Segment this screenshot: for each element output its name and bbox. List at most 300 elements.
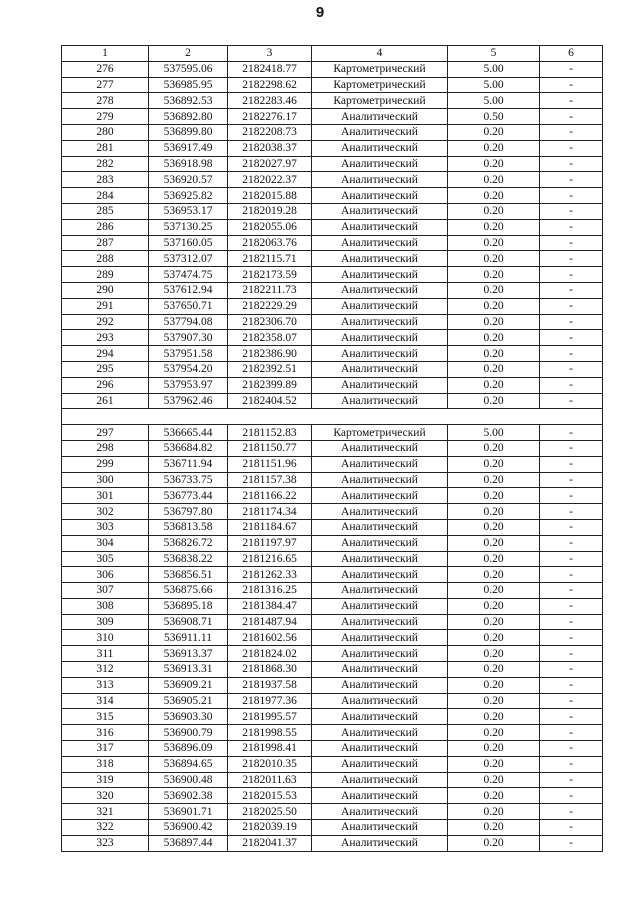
method-cell: Аналитический <box>312 583 448 599</box>
y-coordinate-cell: 2181487.94 <box>228 614 312 630</box>
accuracy-cell: 0.20 <box>448 535 540 551</box>
point-number-cell: 296 <box>62 377 149 393</box>
table-row <box>62 741 603 757</box>
note-cell: - <box>540 330 603 346</box>
accuracy-cell: 0.20 <box>448 251 540 267</box>
accuracy-cell: 0.20 <box>448 472 540 488</box>
note-cell: - <box>540 456 603 472</box>
y-coordinate-cell: 2182211.73 <box>228 282 312 298</box>
y-coordinate-cell: 2181998.55 <box>228 725 312 741</box>
accuracy-cell: 0.20 <box>448 725 540 741</box>
point-number-cell: 311 <box>62 646 149 662</box>
note-cell: - <box>540 567 603 583</box>
separator-cell <box>62 409 603 425</box>
method-cell: Аналитический <box>312 646 448 662</box>
table-row <box>62 235 603 251</box>
y-coordinate-cell: 2182399.89 <box>228 377 312 393</box>
accuracy-cell: 0.20 <box>448 646 540 662</box>
note-cell: - <box>540 377 603 393</box>
y-coordinate-cell: 2182418.77 <box>228 61 312 77</box>
x-coordinate-cell: 536905.21 <box>149 693 228 709</box>
header-col-2: 2 <box>149 46 228 62</box>
point-number-cell: 304 <box>62 535 149 551</box>
y-coordinate-cell: 2181262.33 <box>228 567 312 583</box>
method-cell: Аналитический <box>312 677 448 693</box>
x-coordinate-cell: 536797.80 <box>149 504 228 520</box>
x-coordinate-cell: 536918.98 <box>149 156 228 172</box>
method-cell: Аналитический <box>312 203 448 219</box>
y-coordinate-cell: 2182015.88 <box>228 188 312 204</box>
y-coordinate-cell: 2182392.51 <box>228 361 312 377</box>
point-number-cell: 303 <box>62 519 149 535</box>
x-coordinate-cell: 536813.58 <box>149 519 228 535</box>
note-cell: - <box>540 614 603 630</box>
method-cell: Аналитический <box>312 361 448 377</box>
y-coordinate-cell: 2182022.37 <box>228 172 312 188</box>
header-col-5: 5 <box>448 46 540 62</box>
x-coordinate-cell: 536900.42 <box>149 820 228 836</box>
note-cell: - <box>540 77 603 93</box>
note-cell: - <box>540 393 603 409</box>
x-coordinate-cell: 536711.94 <box>149 456 228 472</box>
accuracy-cell: 0.20 <box>448 788 540 804</box>
accuracy-cell: 0.20 <box>448 282 540 298</box>
x-coordinate-cell: 536892.80 <box>149 109 228 125</box>
x-coordinate-cell: 536875.66 <box>149 583 228 599</box>
note-cell: - <box>540 188 603 204</box>
y-coordinate-cell: 2181977.36 <box>228 693 312 709</box>
y-coordinate-cell: 2181174.34 <box>228 504 312 520</box>
table-row <box>62 267 603 283</box>
y-coordinate-cell: 2182010.35 <box>228 756 312 772</box>
method-cell: Аналитический <box>312 804 448 820</box>
x-coordinate-cell: 537907.30 <box>149 330 228 346</box>
note-cell: - <box>540 820 603 836</box>
y-coordinate-cell: 2181602.56 <box>228 630 312 646</box>
method-cell: Аналитический <box>312 662 448 678</box>
coordinates-table <box>61 45 603 852</box>
table-row <box>62 772 603 788</box>
point-number-cell: 314 <box>62 693 149 709</box>
note-cell: - <box>540 725 603 741</box>
table-row <box>62 551 603 567</box>
accuracy-cell: 0.20 <box>448 614 540 630</box>
point-number-cell: 295 <box>62 361 149 377</box>
x-coordinate-cell: 537951.58 <box>149 346 228 362</box>
accuracy-cell: 0.20 <box>448 567 540 583</box>
method-cell: Аналитический <box>312 820 448 836</box>
accuracy-cell: 0.20 <box>448 583 540 599</box>
y-coordinate-cell: 2181998.41 <box>228 741 312 757</box>
note-cell: - <box>540 156 603 172</box>
x-coordinate-cell: 536773.44 <box>149 488 228 504</box>
table-row <box>62 598 603 614</box>
point-number-cell: 280 <box>62 124 149 140</box>
note-cell: - <box>540 235 603 251</box>
x-coordinate-cell: 536953.17 <box>149 203 228 219</box>
x-coordinate-cell: 536917.49 <box>149 140 228 156</box>
table-row <box>62 330 603 346</box>
method-cell: Аналитический <box>312 188 448 204</box>
point-number-cell: 292 <box>62 314 149 330</box>
note-cell: - <box>540 519 603 535</box>
accuracy-cell: 5.00 <box>448 93 540 109</box>
separator-row <box>62 409 603 425</box>
table-row <box>62 188 603 204</box>
table-row <box>62 472 603 488</box>
table-row <box>62 361 603 377</box>
x-coordinate-cell: 536900.48 <box>149 772 228 788</box>
point-number-cell: 299 <box>62 456 149 472</box>
point-number-cell: 291 <box>62 298 149 314</box>
method-cell: Картометрический <box>312 93 448 109</box>
x-coordinate-cell: 536897.44 <box>149 835 228 851</box>
point-number-cell: 285 <box>62 203 149 219</box>
table-row <box>62 124 603 140</box>
note-cell: - <box>540 109 603 125</box>
accuracy-cell: 0.20 <box>448 188 540 204</box>
table-row <box>62 662 603 678</box>
y-coordinate-cell: 2182055.06 <box>228 219 312 235</box>
method-cell: Аналитический <box>312 535 448 551</box>
method-cell: Аналитический <box>312 456 448 472</box>
note-cell: - <box>540 282 603 298</box>
table-row <box>62 425 603 441</box>
point-number-cell: 276 <box>62 61 149 77</box>
method-cell: Аналитический <box>312 219 448 235</box>
y-coordinate-cell: 2182115.71 <box>228 251 312 267</box>
y-coordinate-cell: 2182283.46 <box>228 93 312 109</box>
x-coordinate-cell: 536913.31 <box>149 662 228 678</box>
point-number-cell: 294 <box>62 346 149 362</box>
y-coordinate-cell: 2182039.19 <box>228 820 312 836</box>
method-cell: Аналитический <box>312 330 448 346</box>
x-coordinate-cell: 536900.79 <box>149 725 228 741</box>
note-cell: - <box>540 788 603 804</box>
point-number-cell: 322 <box>62 820 149 836</box>
note-cell: - <box>540 551 603 567</box>
table-row <box>62 835 603 851</box>
method-cell: Аналитический <box>312 172 448 188</box>
table-row <box>62 172 603 188</box>
table-row <box>62 804 603 820</box>
method-cell: Аналитический <box>312 835 448 851</box>
method-cell: Аналитический <box>312 772 448 788</box>
table-row <box>62 377 603 393</box>
method-cell: Аналитический <box>312 741 448 757</box>
point-number-cell: 318 <box>62 756 149 772</box>
note-cell: - <box>540 314 603 330</box>
y-coordinate-cell: 2181316.25 <box>228 583 312 599</box>
table-row <box>62 203 603 219</box>
y-coordinate-cell: 2182386.90 <box>228 346 312 362</box>
table-row <box>62 282 603 298</box>
accuracy-cell: 0.20 <box>448 630 540 646</box>
accuracy-cell: 5.00 <box>448 61 540 77</box>
accuracy-cell: 0.20 <box>448 330 540 346</box>
table-row <box>62 519 603 535</box>
y-coordinate-cell: 2182041.37 <box>228 835 312 851</box>
method-cell: Аналитический <box>312 725 448 741</box>
accuracy-cell: 0.20 <box>448 440 540 456</box>
method-cell: Аналитический <box>312 488 448 504</box>
note-cell: - <box>540 741 603 757</box>
x-coordinate-cell: 537160.05 <box>149 235 228 251</box>
method-cell: Аналитический <box>312 630 448 646</box>
table-row <box>62 156 603 172</box>
note-cell: - <box>540 298 603 314</box>
table-row <box>62 346 603 362</box>
note-cell: - <box>540 677 603 693</box>
table-row <box>62 788 603 804</box>
table-row <box>62 440 603 456</box>
x-coordinate-cell: 537130.25 <box>149 219 228 235</box>
x-coordinate-cell: 536838.22 <box>149 551 228 567</box>
method-cell: Аналитический <box>312 709 448 725</box>
x-coordinate-cell: 536684.82 <box>149 440 228 456</box>
method-cell: Аналитический <box>312 109 448 125</box>
accuracy-cell: 0.20 <box>448 551 540 567</box>
x-coordinate-cell: 537474.75 <box>149 267 228 283</box>
x-coordinate-cell: 536892.53 <box>149 93 228 109</box>
y-coordinate-cell: 2181152.83 <box>228 425 312 441</box>
point-number-cell: 278 <box>62 93 149 109</box>
note-cell: - <box>540 425 603 441</box>
point-number-cell: 323 <box>62 835 149 851</box>
table-row <box>62 646 603 662</box>
accuracy-cell: 5.00 <box>448 77 540 93</box>
accuracy-cell: 0.20 <box>448 677 540 693</box>
header-col-1: 1 <box>62 46 149 62</box>
x-coordinate-cell: 536665.44 <box>149 425 228 441</box>
accuracy-cell: 0.20 <box>448 709 540 725</box>
point-number-cell: 313 <box>62 677 149 693</box>
method-cell: Аналитический <box>312 614 448 630</box>
x-coordinate-cell: 536920.57 <box>149 172 228 188</box>
x-coordinate-cell: 536901.71 <box>149 804 228 820</box>
note-cell: - <box>540 804 603 820</box>
x-coordinate-cell: 536856.51 <box>149 567 228 583</box>
method-cell: Аналитический <box>312 346 448 362</box>
y-coordinate-cell: 2182173.59 <box>228 267 312 283</box>
y-coordinate-cell: 2182019.28 <box>228 203 312 219</box>
x-coordinate-cell: 536899.80 <box>149 124 228 140</box>
x-coordinate-cell: 537953.97 <box>149 377 228 393</box>
y-coordinate-cell: 2182298.62 <box>228 77 312 93</box>
y-coordinate-cell: 2181166.22 <box>228 488 312 504</box>
accuracy-cell: 0.20 <box>448 772 540 788</box>
note-cell: - <box>540 662 603 678</box>
note-cell: - <box>540 630 603 646</box>
method-cell: Аналитический <box>312 567 448 583</box>
accuracy-cell: 0.20 <box>448 741 540 757</box>
method-cell: Картометрический <box>312 425 448 441</box>
table-row <box>62 488 603 504</box>
point-number-cell: 287 <box>62 235 149 251</box>
x-coordinate-cell: 536733.75 <box>149 472 228 488</box>
point-number-cell: 321 <box>62 804 149 820</box>
point-number-cell: 305 <box>62 551 149 567</box>
y-coordinate-cell: 2182011.63 <box>228 772 312 788</box>
note-cell: - <box>540 361 603 377</box>
note-cell: - <box>540 203 603 219</box>
x-coordinate-cell: 537650.71 <box>149 298 228 314</box>
accuracy-cell: 0.20 <box>448 314 540 330</box>
y-coordinate-cell: 2181824.02 <box>228 646 312 662</box>
accuracy-cell: 0.50 <box>448 109 540 125</box>
point-number-cell: 301 <box>62 488 149 504</box>
table-row <box>62 583 603 599</box>
method-cell: Аналитический <box>312 788 448 804</box>
point-number-cell: 277 <box>62 77 149 93</box>
y-coordinate-cell: 2182027.97 <box>228 156 312 172</box>
header-col-6: 6 <box>540 46 603 62</box>
point-number-cell: 283 <box>62 172 149 188</box>
note-cell: - <box>540 124 603 140</box>
x-coordinate-cell: 537312.07 <box>149 251 228 267</box>
note-cell: - <box>540 140 603 156</box>
method-cell: Аналитический <box>312 298 448 314</box>
point-number-cell: 281 <box>62 140 149 156</box>
accuracy-cell: 0.20 <box>448 393 540 409</box>
accuracy-cell: 0.20 <box>448 820 540 836</box>
note-cell: - <box>540 440 603 456</box>
point-number-cell: 317 <box>62 741 149 757</box>
method-cell: Аналитический <box>312 267 448 283</box>
table-row <box>62 614 603 630</box>
accuracy-cell: 0.20 <box>448 519 540 535</box>
accuracy-cell: 5.00 <box>448 425 540 441</box>
note-cell: - <box>540 61 603 77</box>
note-cell: - <box>540 251 603 267</box>
accuracy-cell: 0.20 <box>448 693 540 709</box>
note-cell: - <box>540 756 603 772</box>
x-coordinate-cell: 536894.65 <box>149 756 228 772</box>
method-cell: Аналитический <box>312 282 448 298</box>
point-number-cell: 261 <box>62 393 149 409</box>
y-coordinate-cell: 2182358.07 <box>228 330 312 346</box>
x-coordinate-cell: 537612.94 <box>149 282 228 298</box>
note-cell: - <box>540 709 603 725</box>
page-number: 9 <box>315 4 325 21</box>
table-row <box>62 630 603 646</box>
y-coordinate-cell: 2182208.73 <box>228 124 312 140</box>
table-row <box>62 504 603 520</box>
method-cell: Аналитический <box>312 377 448 393</box>
note-cell: - <box>540 598 603 614</box>
note-cell: - <box>540 93 603 109</box>
note-cell: - <box>540 219 603 235</box>
method-cell: Аналитический <box>312 156 448 172</box>
point-number-cell: 306 <box>62 567 149 583</box>
note-cell: - <box>540 267 603 283</box>
method-cell: Аналитический <box>312 251 448 267</box>
point-number-cell: 293 <box>62 330 149 346</box>
y-coordinate-cell: 2182276.17 <box>228 109 312 125</box>
x-coordinate-cell: 536902.38 <box>149 788 228 804</box>
accuracy-cell: 0.20 <box>448 598 540 614</box>
method-cell: Аналитический <box>312 472 448 488</box>
note-cell: - <box>540 835 603 851</box>
x-coordinate-cell: 537954.20 <box>149 361 228 377</box>
y-coordinate-cell: 2182404.52 <box>228 393 312 409</box>
point-number-cell: 315 <box>62 709 149 725</box>
note-cell: - <box>540 583 603 599</box>
table-row <box>62 693 603 709</box>
x-coordinate-cell: 536909.21 <box>149 677 228 693</box>
point-number-cell: 282 <box>62 156 149 172</box>
y-coordinate-cell: 2182229.29 <box>228 298 312 314</box>
note-cell: - <box>540 488 603 504</box>
table-row <box>62 535 603 551</box>
method-cell: Аналитический <box>312 519 448 535</box>
x-coordinate-cell: 536911.11 <box>149 630 228 646</box>
note-cell: - <box>540 172 603 188</box>
header-row <box>62 46 603 62</box>
point-number-cell: 289 <box>62 267 149 283</box>
note-cell: - <box>540 772 603 788</box>
method-cell: Аналитический <box>312 140 448 156</box>
accuracy-cell: 0.20 <box>448 172 540 188</box>
y-coordinate-cell: 2182306.70 <box>228 314 312 330</box>
accuracy-cell: 0.20 <box>448 156 540 172</box>
x-coordinate-cell: 537962.46 <box>149 393 228 409</box>
point-number-cell: 316 <box>62 725 149 741</box>
y-coordinate-cell: 2181995.57 <box>228 709 312 725</box>
y-coordinate-cell: 2181868.30 <box>228 662 312 678</box>
point-number-cell: 310 <box>62 630 149 646</box>
x-coordinate-cell: 536985.95 <box>149 77 228 93</box>
table-body <box>62 61 603 851</box>
x-coordinate-cell: 536913.37 <box>149 646 228 662</box>
point-number-cell: 279 <box>62 109 149 125</box>
note-cell: - <box>540 472 603 488</box>
accuracy-cell: 0.20 <box>448 219 540 235</box>
y-coordinate-cell: 2182015.53 <box>228 788 312 804</box>
method-cell: Картометрический <box>312 61 448 77</box>
x-coordinate-cell: 536895.18 <box>149 598 228 614</box>
point-number-cell: 288 <box>62 251 149 267</box>
table-row <box>62 314 603 330</box>
header-col-3: 3 <box>228 46 312 62</box>
table-row <box>62 77 603 93</box>
point-number-cell: 307 <box>62 583 149 599</box>
table-row <box>62 709 603 725</box>
note-cell: - <box>540 693 603 709</box>
note-cell: - <box>540 346 603 362</box>
point-number-cell: 319 <box>62 772 149 788</box>
accuracy-cell: 0.20 <box>448 298 540 314</box>
point-number-cell: 298 <box>62 440 149 456</box>
table-row <box>62 677 603 693</box>
y-coordinate-cell: 2182025.50 <box>228 804 312 820</box>
method-cell: Аналитический <box>312 551 448 567</box>
x-coordinate-cell: 536908.71 <box>149 614 228 630</box>
table-row <box>62 61 603 77</box>
y-coordinate-cell: 2181384.47 <box>228 598 312 614</box>
accuracy-cell: 0.20 <box>448 804 540 820</box>
accuracy-cell: 0.20 <box>448 361 540 377</box>
y-coordinate-cell: 2181184.67 <box>228 519 312 535</box>
accuracy-cell: 0.20 <box>448 267 540 283</box>
accuracy-cell: 0.20 <box>448 203 540 219</box>
table-row <box>62 109 603 125</box>
table-row <box>62 298 603 314</box>
accuracy-cell: 0.20 <box>448 235 540 251</box>
point-number-cell: 309 <box>62 614 149 630</box>
table-row <box>62 725 603 741</box>
accuracy-cell: 0.20 <box>448 756 540 772</box>
